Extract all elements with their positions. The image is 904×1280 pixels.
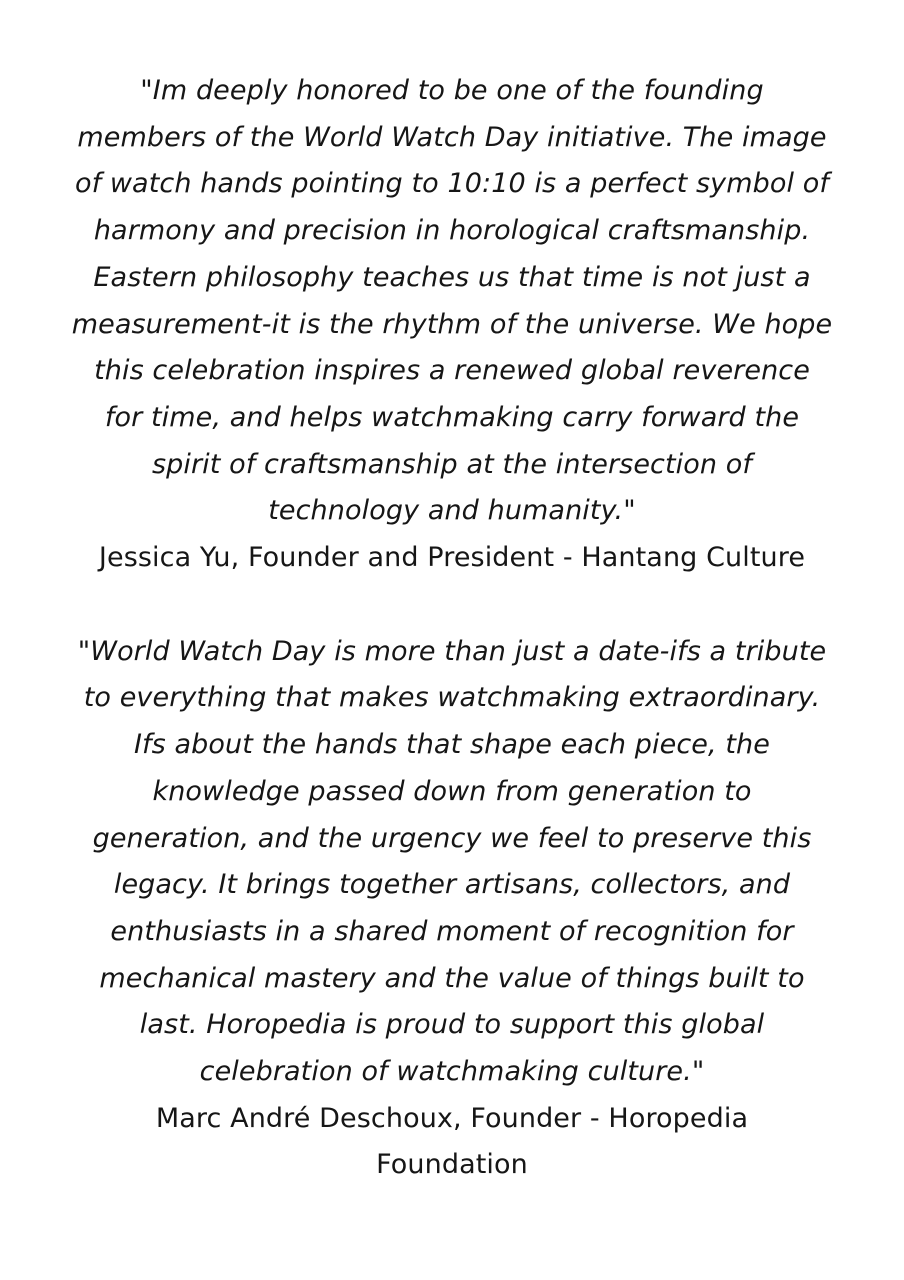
testimonial-attribution bbox=[54, 1096, 850, 1189]
quote-line: Ifs about the hands that shape each piece, the bbox=[133, 729, 770, 761]
attribution-line: Jessica Yu, Founder and President - Hantang Culture bbox=[98, 542, 806, 574]
quote-line: "World Watch Day is more than just a date-ifs a tribute bbox=[77, 635, 827, 667]
quote-line: mechanical mastery and the value of things built to bbox=[99, 962, 805, 994]
quote-line: for time, and helps watchmaking carry forward the bbox=[104, 401, 800, 433]
testimonial-quote bbox=[54, 629, 850, 1096]
quote-line: legacy. It brings together artisans, collectors, and bbox=[113, 869, 791, 901]
testimonial-jessica-yu bbox=[54, 68, 850, 582]
quote-line: "Im deeply honored to be one of the founding bbox=[140, 75, 764, 106]
quote-line: Eastern philosophy teaches us that time is not just a bbox=[93, 261, 811, 293]
quote-line: last. Horopedia is proud to support this global bbox=[139, 1009, 765, 1041]
quote-line: generation, and the urgency we feel to preserve this bbox=[92, 822, 812, 854]
testimonial-marc-andre-deschoux bbox=[54, 629, 850, 1189]
quote-line: this celebration inspires a renewed global reverence bbox=[94, 355, 810, 387]
quote-line: spirit of craftsmanship at the intersection of bbox=[151, 448, 753, 480]
quote-line: knowledge passed down from generation to bbox=[152, 775, 752, 807]
quote-line: of watch hands pointing to 10:10 is a perfect symbol of bbox=[74, 168, 830, 200]
quote-line: members of the World Watch Day initiative. The image bbox=[77, 121, 827, 153]
quote-line: harmony and precision in horological craftsmanship. bbox=[93, 215, 811, 247]
testimonial-attribution bbox=[54, 535, 850, 582]
quote-line: celebration of watchmaking culture." bbox=[199, 1056, 705, 1088]
testimonial-quote bbox=[54, 68, 850, 535]
quote-line: to everything that makes watchmaking extraordinary. bbox=[83, 682, 821, 714]
quote-line: technology and humanity." bbox=[268, 495, 636, 527]
attribution-line: Foundation bbox=[376, 1149, 528, 1181]
attribution-line: Marc André Deschoux, Founder - Horopedia bbox=[155, 1102, 749, 1134]
quote-line: enthusiasts in a shared moment of recognition for bbox=[110, 915, 794, 947]
quote-line: measurement-it is the rhythm of the universe. We hope bbox=[71, 308, 833, 340]
